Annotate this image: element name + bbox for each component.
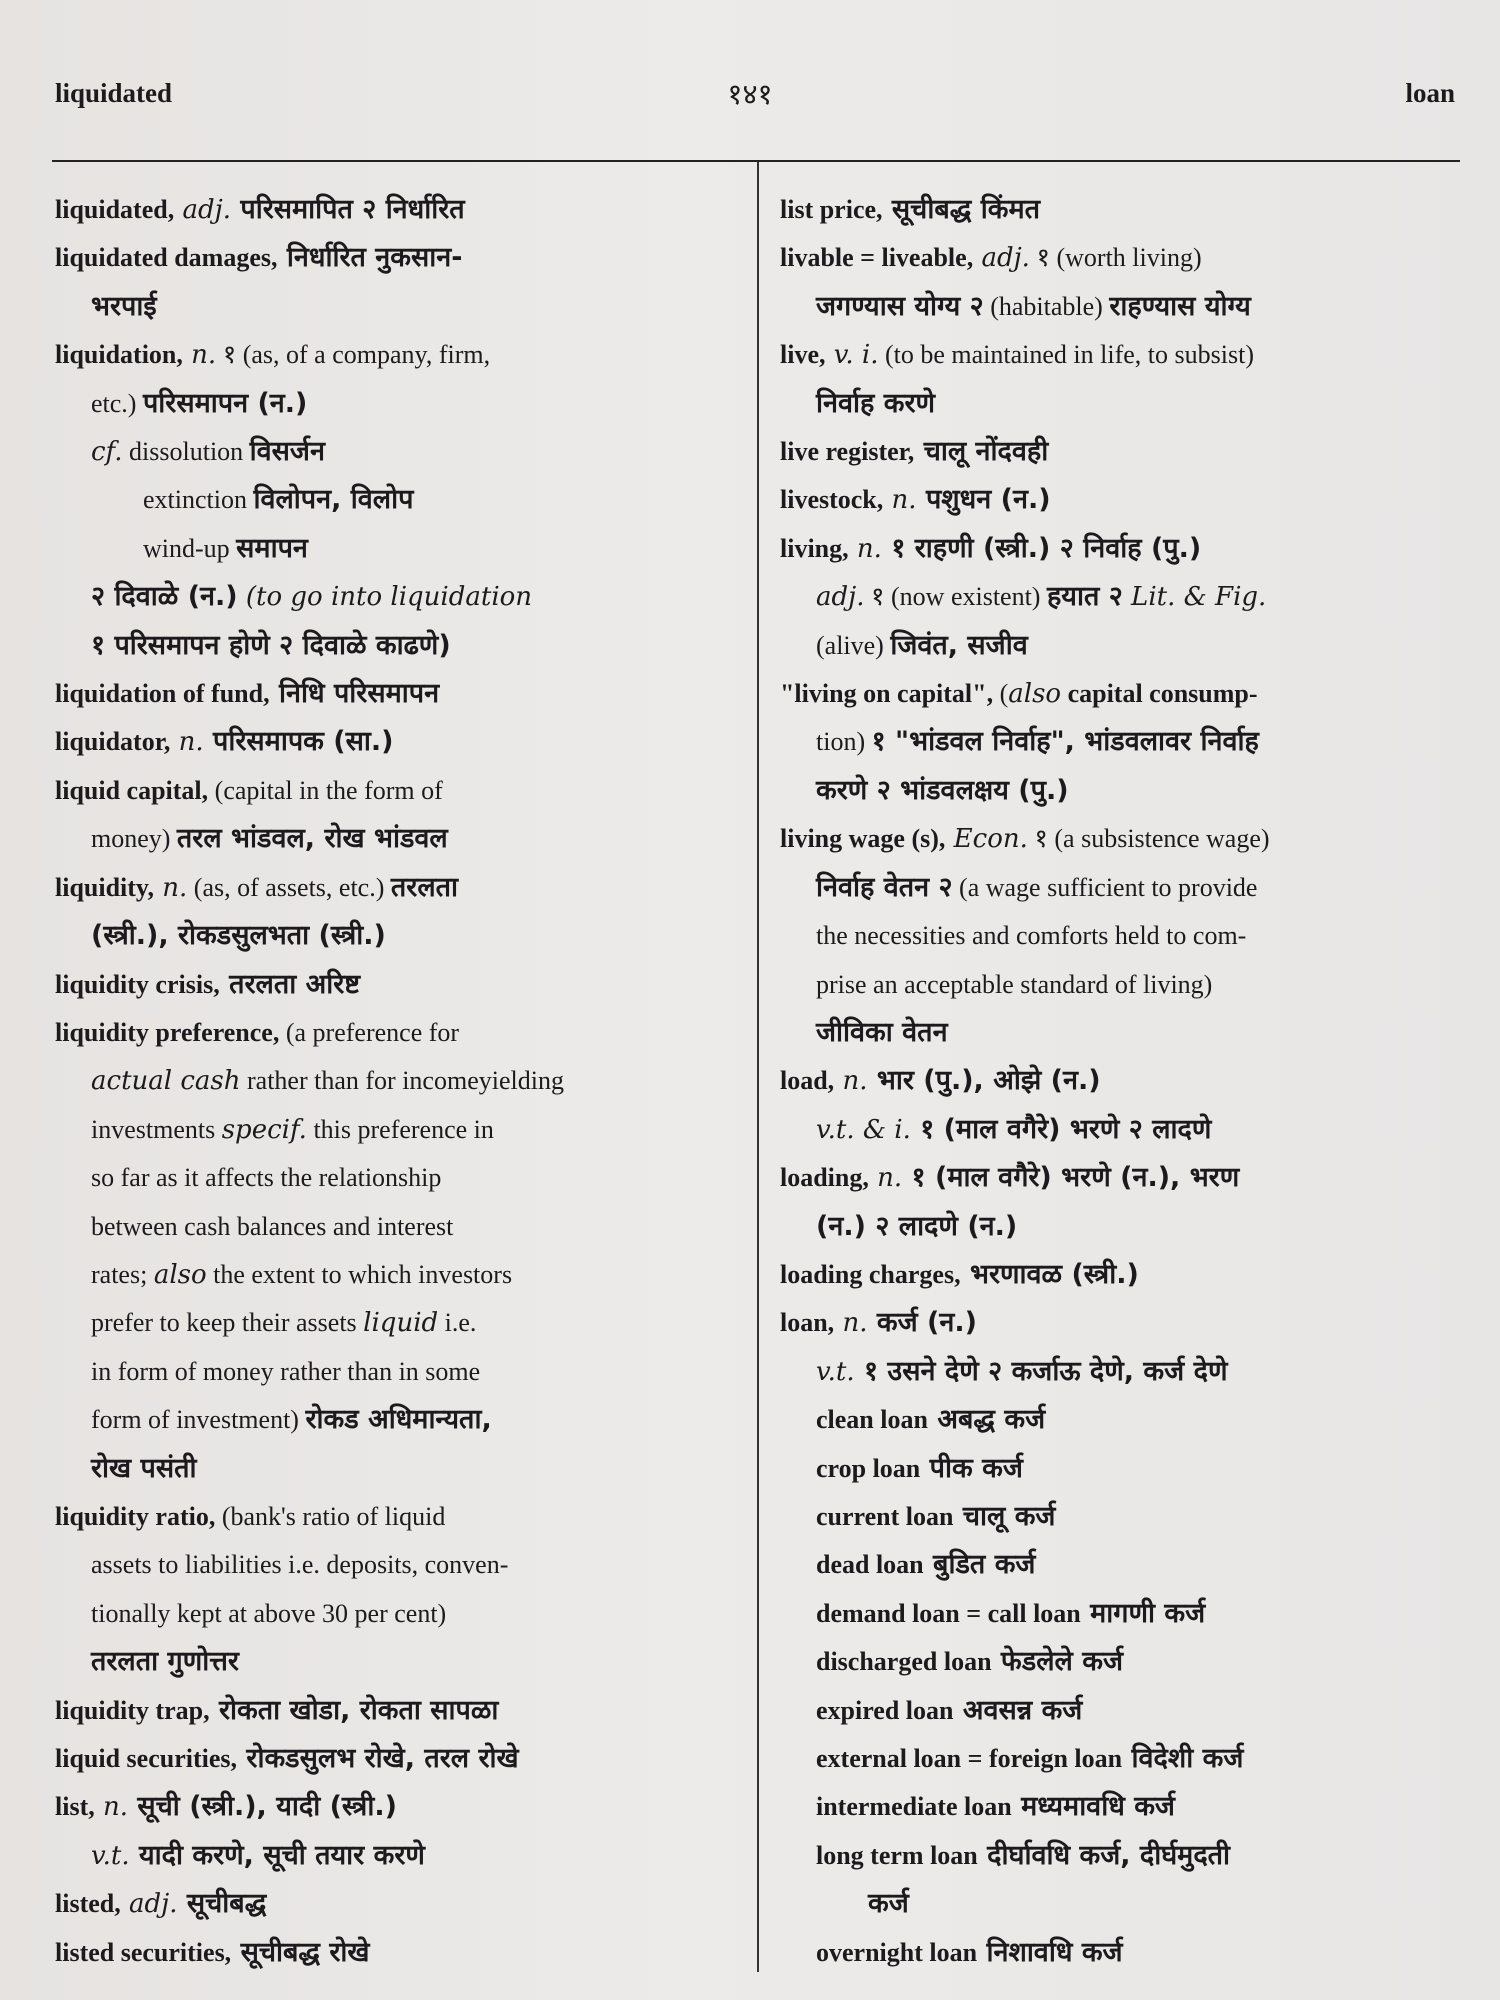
dictionary-line <box>55 1590 743 1638</box>
grammar-label: n. <box>868 1163 903 1194</box>
marathi-gloss: कर्ज <box>868 1888 909 1920</box>
headword: expired loan <box>816 1695 954 1725</box>
dictionary-line <box>55 622 743 670</box>
english-text: dissolution <box>122 437 250 467</box>
headword: load, <box>780 1066 835 1096</box>
headword: live register, <box>780 437 915 467</box>
marathi-gloss: (न.) २ लादणे (न.) <box>816 1210 1018 1242</box>
marathi-gloss: फेडलेले कर्ज <box>991 1646 1123 1678</box>
dictionary-line <box>780 525 1460 573</box>
marathi-gloss: चालू कर्ज <box>953 1500 1056 1532</box>
right-column <box>780 186 1460 1977</box>
dictionary-line <box>55 1348 743 1396</box>
grammar-label: adj. <box>174 195 231 225</box>
dictionary-line <box>55 670 743 718</box>
english-text: i.e. <box>438 1308 477 1338</box>
headword: liquidation of fund, <box>55 679 270 709</box>
english-text: १ (a subsistence wage) <box>1027 824 1270 854</box>
english-text: १ (as, of a company, firm, <box>216 340 491 370</box>
marathi-gloss: सूचीबद्ध <box>177 1888 267 1920</box>
dictionary-line <box>780 1348 1460 1396</box>
headword: loan, <box>780 1308 835 1338</box>
marathi-gloss: कर्ज (न.) <box>867 1307 977 1339</box>
marathi-gloss: यादी करणे, सूची तयार करणे <box>129 1839 425 1871</box>
grammar-label: v. i. <box>825 340 879 371</box>
english-text: assets to liabilities i.e. deposits, conven- <box>91 1550 509 1580</box>
marathi-gloss: १ राहणी (स्त्री.) २ निर्वाह (पु.) <box>881 532 1202 564</box>
grammar-label: liquid <box>363 1308 439 1339</box>
dictionary-line <box>55 1929 743 1977</box>
grammar-label: Lit. & Fig. <box>1122 582 1267 613</box>
dictionary-line <box>55 1154 743 1202</box>
header-left-guide-word: liquidated <box>55 78 173 108</box>
dictionary-line <box>780 380 1460 428</box>
marathi-gloss: १ परिसमापन होणे २ दिवाळे काढणे) <box>91 629 451 661</box>
dictionary-line <box>55 1638 743 1686</box>
marathi-gloss: परिसमापित २ निर्धारित <box>230 194 465 225</box>
dictionary-line <box>55 573 743 621</box>
page-number: १४१ <box>727 79 773 111</box>
marathi-gloss: तरल भांडवल, रोख भांडवल <box>176 823 448 855</box>
marathi-gloss: परिसमापन (न.) <box>142 387 308 419</box>
english-text: (a preference for <box>279 1017 460 1047</box>
dictionary-line <box>780 234 1460 282</box>
dictionary-line <box>780 1541 1460 1589</box>
dictionary-line <box>780 573 1460 621</box>
english-text: (capital in the form of <box>208 775 443 805</box>
dictionary-line <box>780 1783 1460 1831</box>
marathi-gloss: निधि परिसमापन <box>269 678 440 710</box>
marathi-gloss: निर्वाह करणे <box>816 387 936 419</box>
english-text: the extent to which investors <box>206 1259 513 1289</box>
headword: capital consump- <box>1061 679 1258 709</box>
marathi-gloss: निशावधि कर्ज <box>977 1936 1123 1968</box>
marathi-gloss: रोख पसंती <box>91 1452 197 1484</box>
marathi-gloss: सूचीबद्ध किंमत <box>882 194 1040 225</box>
grammar-label: actual cash <box>91 1066 241 1097</box>
marathi-gloss: १ (माल वगैरे) भरणे (न.), भरण <box>902 1162 1240 1194</box>
dictionary-line <box>55 1783 743 1831</box>
dictionary-line <box>780 670 1460 718</box>
dictionary-line <box>55 283 743 331</box>
english-text: tionally kept at above 30 per cent) <box>91 1598 447 1628</box>
marathi-gloss: परिसमापक (सा.) <box>203 726 394 758</box>
headword: demand loan = call loan <box>816 1598 1081 1628</box>
marathi-gloss: १ (माल वगैरे) भरणे २ लादणे <box>910 1113 1212 1145</box>
dictionary-line <box>780 1735 1460 1783</box>
english-text: १ (worth living) <box>1029 243 1202 273</box>
english-text: (alive) <box>816 630 891 660</box>
dictionary-line <box>55 331 743 379</box>
marathi-gloss: तरलता गुणोत्तर <box>91 1646 239 1678</box>
marathi-gloss: भरपाई <box>91 290 157 322</box>
dictionary-line <box>55 718 743 766</box>
marathi-gloss: रोकता खोडा, रोकता सापळा <box>209 1694 499 1726</box>
english-text: (as, of assets, etc.) <box>187 872 391 902</box>
grammar-label: adj. <box>973 243 1030 274</box>
marathi-gloss: करणे २ भांडवलक्षय (पु.) <box>816 774 1069 806</box>
marathi-gloss: बुडित कर्ज <box>923 1549 1036 1581</box>
headword: loading, <box>780 1163 869 1193</box>
marathi-gloss: अवसन्न कर्ज <box>953 1694 1083 1726</box>
marathi-gloss: (स्त्री.), रोकडसुलभता (स्त्री.) <box>91 920 386 952</box>
english-text: form of investment) <box>91 1405 306 1435</box>
dictionary-line <box>55 1687 743 1735</box>
english-text: extinction <box>143 485 254 515</box>
english-text: (a wage sufficient to provide <box>952 872 1258 902</box>
headword: long term loan <box>816 1840 978 1870</box>
headword: loading charges, <box>780 1259 961 1289</box>
marathi-gloss: तरलता <box>390 871 459 903</box>
headword: intermediate loan <box>816 1792 1012 1822</box>
dictionary-line <box>55 234 743 282</box>
dictionary-line <box>780 961 1460 1009</box>
headword: live, <box>780 340 826 370</box>
headword: liquidity, <box>55 872 154 902</box>
headword: liquidity trap, <box>55 1695 210 1725</box>
marathi-gloss: जिवंत, सजीव <box>890 629 1028 661</box>
dictionary-line <box>780 1009 1460 1057</box>
marathi-gloss: विदेशी कर्ज <box>1122 1743 1244 1774</box>
dictionary-line <box>780 1057 1460 1105</box>
marathi-gloss: रोकडसुलभ रोखे, तरल रोखे <box>237 1743 519 1774</box>
dictionary-line <box>55 864 743 912</box>
marathi-gloss: भरणावळ (स्त्री.) <box>960 1258 1139 1290</box>
dictionary-line <box>55 912 743 960</box>
marathi-gloss: मध्यमावधि कर्ज <box>1011 1791 1175 1823</box>
marathi-gloss: निर्धारित नुकसान- <box>277 242 463 274</box>
dictionary-line <box>55 961 743 1009</box>
marathi-gloss: २ दिवाळे (न.) <box>91 581 238 613</box>
dictionary-line <box>780 331 1460 379</box>
grammar-label: cf. <box>91 437 123 468</box>
dictionary-line <box>780 1929 1460 1977</box>
headword: liquid securities, <box>55 1744 238 1773</box>
grammar-label: adj. <box>120 1889 178 1920</box>
headword: liquidation, <box>55 340 183 370</box>
dictionary-line <box>55 1880 743 1928</box>
dictionary-line <box>55 1057 743 1105</box>
headword: external loan = foreign loan <box>816 1744 1123 1773</box>
grammar-label: v.t. <box>816 1356 855 1387</box>
english-text: this preference in <box>306 1114 494 1144</box>
grammar-label: n. <box>848 533 882 564</box>
dictionary-line <box>780 428 1460 476</box>
dictionary-line <box>780 1638 1460 1686</box>
headword: listed securities, <box>55 1937 232 1967</box>
english-text: money) <box>91 824 177 854</box>
headword: overnight loan <box>816 1937 978 1967</box>
marathi-gloss: चालू नोंदवही <box>914 436 1049 468</box>
grammar-label: n. <box>182 340 217 371</box>
marathi-gloss: समापन <box>236 532 308 564</box>
grammar-label: Econ. <box>945 824 1028 855</box>
marathi-gloss: १ उसने देणे २ कर्जाऊ देणे, कर्ज देणे <box>854 1355 1228 1387</box>
marathi-gloss: १ "भांडवल निर्वाह", भांडवलावर निर्वाह <box>871 726 1259 758</box>
dictionary-line <box>780 1590 1460 1638</box>
dictionary-line <box>55 1251 743 1299</box>
dictionary-line <box>55 1832 743 1880</box>
dictionary-line <box>780 1445 1460 1493</box>
grammar-label: n. <box>834 1066 868 1097</box>
english-text: ( <box>993 679 1009 709</box>
english-text: rates; <box>91 1259 154 1289</box>
marathi-gloss: सूची (स्त्री.), यादी (स्त्री.) <box>128 1791 397 1823</box>
english-text: (to be maintained in life, to subsist) <box>878 340 1254 370</box>
english-text: rather than for incomeyielding <box>240 1066 564 1096</box>
english-text: prefer to keep their assets <box>91 1308 364 1338</box>
headword: list, <box>55 1792 95 1822</box>
dictionary-line <box>780 815 1460 863</box>
dictionary-line <box>55 380 743 428</box>
marathi-gloss: रोकड अधिमान्यता, <box>305 1404 492 1436</box>
grammar-label: n. <box>834 1308 868 1339</box>
english-text: investments <box>91 1114 222 1144</box>
header-right-guide-word: loan <box>1405 78 1455 108</box>
headword: list price, <box>780 195 883 224</box>
english-text: so far as it affects the relationship <box>91 1163 442 1193</box>
headword: liquid capital, <box>55 775 209 805</box>
marathi-gloss: जीविका वेतन <box>816 1016 948 1048</box>
dictionary-line <box>55 525 743 573</box>
headword: clean loan <box>816 1405 928 1435</box>
marathi-gloss: विसर्जन <box>249 436 325 468</box>
marathi-gloss: अबद्ध कर्ज <box>927 1404 1046 1436</box>
dictionary-line <box>780 186 1460 234</box>
grammar-label: n. <box>170 727 204 758</box>
english-text: the necessities and comforts held to com- <box>816 921 1247 951</box>
grammar-label: n. <box>883 485 917 516</box>
dictionary-line <box>55 1445 743 1493</box>
marathi-gloss: राहण्यास योग्य <box>1109 290 1251 322</box>
marathi-gloss: तरलता अरिष्ट <box>219 968 361 1000</box>
dictionary-line <box>55 1396 743 1444</box>
dictionary-line <box>780 1251 1460 1299</box>
english-text: etc.) <box>91 388 143 418</box>
headword: liquidator, <box>55 727 171 757</box>
dictionary-line <box>780 912 1460 960</box>
english-text: wind-up <box>143 533 237 563</box>
dictionary-line <box>55 186 743 234</box>
headword: liquidity crisis, <box>55 969 220 999</box>
header-rule <box>52 160 1460 162</box>
grammar-label: specif. <box>221 1114 307 1145</box>
dictionary-line <box>780 622 1460 670</box>
grammar-label: n. <box>154 872 188 903</box>
marathi-gloss: हयात २ <box>1046 581 1123 613</box>
column-divider <box>757 162 759 1972</box>
english-text: in form of money rather than in some <box>91 1356 481 1386</box>
english-text: tion) <box>816 727 872 757</box>
english-text: १ (now existent) <box>864 582 1047 612</box>
dictionary-line <box>55 1299 743 1347</box>
headword: dead loan <box>816 1550 924 1580</box>
dictionary-line <box>55 815 743 863</box>
headword: current loan <box>816 1501 954 1531</box>
grammar-label: adj. <box>816 582 865 613</box>
marathi-gloss: पशुधन (न.) <box>916 484 1051 516</box>
dictionary-line <box>780 1687 1460 1735</box>
headword: "living on capital", <box>780 679 994 709</box>
dictionary-line <box>55 476 743 524</box>
dictionary-line <box>780 1880 1460 1928</box>
dictionary-line <box>55 428 743 476</box>
grammar-label: also <box>1008 679 1062 710</box>
headword: liquidity preference, <box>55 1017 280 1047</box>
grammar-label: (to go into liquidation <box>237 582 533 613</box>
dictionary-line <box>780 476 1460 524</box>
dictionary-line <box>55 1541 743 1589</box>
dictionary-line <box>780 1493 1460 1541</box>
headword: liquidated, <box>55 195 175 224</box>
dictionary-line <box>780 1832 1460 1880</box>
headword: listed, <box>55 1889 121 1919</box>
headword: crop loan <box>816 1453 921 1483</box>
headword: livestock, <box>780 485 884 515</box>
headword: liquidity ratio, <box>55 1501 216 1531</box>
dictionary-line <box>55 1203 743 1251</box>
dictionary-line <box>55 1735 743 1783</box>
dictionary-line <box>780 1106 1460 1154</box>
grammar-label: v.t. <box>91 1840 130 1871</box>
grammar-label: n. <box>94 1792 129 1823</box>
dictionary-line <box>55 1009 743 1057</box>
dictionary-line <box>55 767 743 815</box>
english-text: (bank's ratio of liquid <box>215 1501 446 1531</box>
dictionary-line <box>780 767 1460 815</box>
english-text: (habitable) <box>983 291 1110 321</box>
headword: liquidated damages, <box>55 243 278 273</box>
dictionary-line <box>780 1396 1460 1444</box>
marathi-gloss: भार (पु.), ओझे (न.) <box>867 1065 1101 1097</box>
marathi-gloss: सूचीबद्ध रोखे <box>231 1936 370 1968</box>
grammar-label: v.t. & i. <box>816 1114 911 1145</box>
left-column <box>55 186 743 1977</box>
marathi-gloss: विलोपन, विलोप <box>253 484 414 516</box>
dictionary-line <box>780 1203 1460 1251</box>
headword: living wage (s), <box>780 824 946 854</box>
marathi-gloss: निर्वाह वेतन २ <box>816 871 953 903</box>
dictionary-line <box>780 718 1460 766</box>
english-text: between cash balances and interest <box>91 1211 454 1241</box>
headword: discharged loan <box>816 1647 992 1677</box>
dictionary-line <box>55 1493 743 1541</box>
marathi-gloss: पीक कर्ज <box>920 1452 1023 1484</box>
dictionary-line <box>780 864 1460 912</box>
marathi-gloss: मागणी कर्ज <box>1080 1597 1206 1629</box>
dictionary-line <box>780 1299 1460 1347</box>
dictionary-line <box>55 1106 743 1154</box>
headword: living, <box>780 533 849 563</box>
headword: livable = liveable, <box>780 243 974 273</box>
dictionary-line <box>780 283 1460 331</box>
marathi-gloss: जगण्यास योग्य २ <box>816 290 984 322</box>
grammar-label: also <box>153 1259 207 1290</box>
english-text: prise an acceptable standard of living) <box>816 969 1213 999</box>
marathi-gloss: दीर्घावधि कर्ज, दीर्घमुदती <box>977 1839 1231 1871</box>
dictionary-line <box>780 1154 1460 1202</box>
